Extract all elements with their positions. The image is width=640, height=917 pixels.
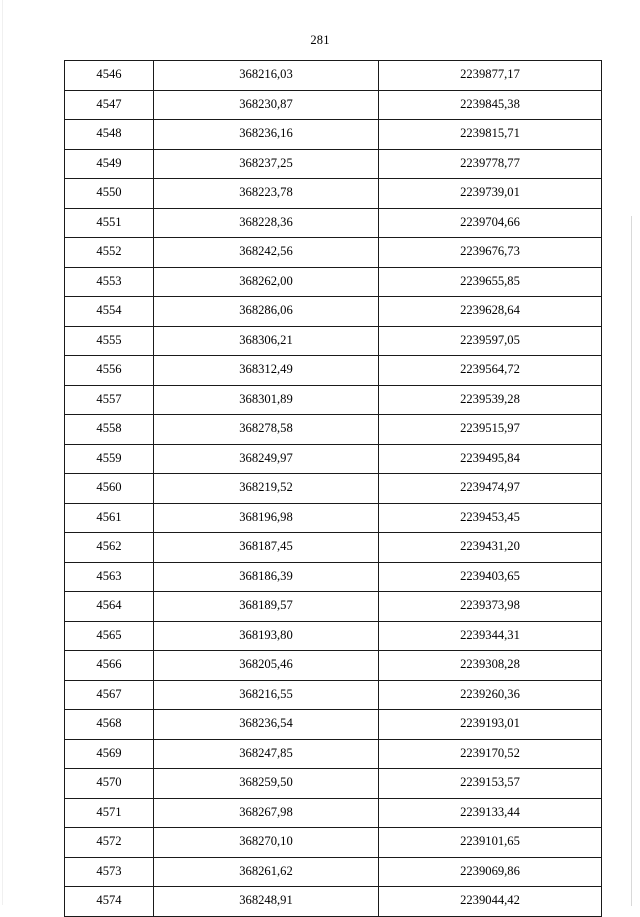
table-row xyxy=(65,208,602,238)
table-row xyxy=(65,710,602,740)
table-row xyxy=(65,356,602,386)
cell-coordinate-x: 368236,54 xyxy=(154,710,379,740)
cell-coordinate-x: 368187,45 xyxy=(154,533,379,563)
table-row xyxy=(65,798,602,828)
cell-coordinate-y: 2239474,97 xyxy=(379,474,602,504)
cell-coordinate-x: 368249,97 xyxy=(154,444,379,474)
table-row xyxy=(65,621,602,651)
cell-coordinate-x: 368278,58 xyxy=(154,415,379,445)
cell-coordinate-y: 2239655,85 xyxy=(379,267,602,297)
cell-coordinate-x: 368248,91 xyxy=(154,887,379,917)
table-row xyxy=(65,739,602,769)
cell-point-id: 4573 xyxy=(65,857,154,887)
cell-coordinate-y: 2239877,17 xyxy=(379,61,602,91)
cell-point-id: 4569 xyxy=(65,739,154,769)
table-row xyxy=(65,238,602,268)
table-row xyxy=(65,444,602,474)
cell-coordinate-x: 368306,21 xyxy=(154,326,379,356)
scan-artifact-left-edge xyxy=(2,0,3,905)
cell-coordinate-y: 2239676,73 xyxy=(379,238,602,268)
cell-point-id: 4554 xyxy=(65,297,154,327)
cell-coordinate-y: 2239815,71 xyxy=(379,120,602,150)
cell-coordinate-y: 2239193,01 xyxy=(379,710,602,740)
cell-point-id: 4566 xyxy=(65,651,154,681)
cell-coordinate-x: 368205,46 xyxy=(154,651,379,681)
cell-coordinate-y: 2239153,57 xyxy=(379,769,602,799)
cell-point-id: 4562 xyxy=(65,533,154,563)
table-row xyxy=(65,267,602,297)
cell-coordinate-x: 368196,98 xyxy=(154,503,379,533)
cell-coordinate-x: 368236,16 xyxy=(154,120,379,150)
cell-coordinate-x: 368216,03 xyxy=(154,61,379,91)
cell-point-id: 4564 xyxy=(65,592,154,622)
cell-coordinate-y: 2239453,45 xyxy=(379,503,602,533)
scan-artifact-right-edge xyxy=(631,216,632,906)
table-row xyxy=(65,533,602,563)
cell-coordinate-y: 2239539,28 xyxy=(379,385,602,415)
cell-coordinate-y: 2239778,77 xyxy=(379,149,602,179)
cell-point-id: 4549 xyxy=(65,149,154,179)
cell-point-id: 4550 xyxy=(65,179,154,209)
cell-point-id: 4571 xyxy=(65,798,154,828)
cell-coordinate-x: 368247,85 xyxy=(154,739,379,769)
cell-point-id: 4551 xyxy=(65,208,154,238)
cell-coordinate-y: 2239845,38 xyxy=(379,90,602,120)
cell-coordinate-y: 2239133,44 xyxy=(379,798,602,828)
table-row xyxy=(65,887,602,917)
cell-point-id: 4555 xyxy=(65,326,154,356)
cell-coordinate-x: 368237,25 xyxy=(154,149,379,179)
table-row xyxy=(65,680,602,710)
cell-coordinate-x: 368228,36 xyxy=(154,208,379,238)
cell-coordinate-x: 368267,98 xyxy=(154,798,379,828)
cell-point-id: 4546 xyxy=(65,61,154,91)
cell-coordinate-y: 2239403,65 xyxy=(379,562,602,592)
cell-coordinate-x: 368259,50 xyxy=(154,769,379,799)
cell-coordinate-y: 2239564,72 xyxy=(379,356,602,386)
cell-coordinate-x: 368286,06 xyxy=(154,297,379,327)
cell-coordinate-x: 368186,39 xyxy=(154,562,379,592)
cell-point-id: 4548 xyxy=(65,120,154,150)
cell-point-id: 4568 xyxy=(65,710,154,740)
cell-point-id: 4552 xyxy=(65,238,154,268)
coordinate-table-container xyxy=(64,60,576,917)
page-number: 281 xyxy=(310,33,330,47)
cell-coordinate-y: 2239308,28 xyxy=(379,651,602,681)
cell-coordinate-x: 368219,52 xyxy=(154,474,379,504)
cell-coordinate-y: 2239069,86 xyxy=(379,857,602,887)
cell-coordinate-y: 2239431,20 xyxy=(379,533,602,563)
cell-coordinate-x: 368301,89 xyxy=(154,385,379,415)
cell-coordinate-x: 368230,87 xyxy=(154,90,379,120)
table-row xyxy=(65,651,602,681)
table-row xyxy=(65,120,602,150)
cell-point-id: 4558 xyxy=(65,415,154,445)
table-row xyxy=(65,592,602,622)
cell-coordinate-y: 2239344,31 xyxy=(379,621,602,651)
table-row xyxy=(65,385,602,415)
cell-point-id: 4557 xyxy=(65,385,154,415)
table-row xyxy=(65,769,602,799)
cell-coordinate-x: 368189,57 xyxy=(154,592,379,622)
cell-coordinate-y: 2239704,66 xyxy=(379,208,602,238)
cell-point-id: 4574 xyxy=(65,887,154,917)
table-row xyxy=(65,326,602,356)
cell-coordinate-y: 2239101,65 xyxy=(379,828,602,858)
cell-point-id: 4563 xyxy=(65,562,154,592)
table-row xyxy=(65,562,602,592)
cell-coordinate-y: 2239373,98 xyxy=(379,592,602,622)
table-row xyxy=(65,90,602,120)
cell-coordinate-x: 368193,80 xyxy=(154,621,379,651)
cell-point-id: 4572 xyxy=(65,828,154,858)
table-row xyxy=(65,179,602,209)
table-row xyxy=(65,415,602,445)
cell-coordinate-y: 2239044,42 xyxy=(379,887,602,917)
coordinate-table-body xyxy=(65,61,602,917)
cell-coordinate-x: 368312,49 xyxy=(154,356,379,386)
cell-coordinate-x: 368270,10 xyxy=(154,828,379,858)
table-row xyxy=(65,828,602,858)
cell-point-id: 4547 xyxy=(65,90,154,120)
cell-point-id: 4561 xyxy=(65,503,154,533)
cell-point-id: 4567 xyxy=(65,680,154,710)
cell-point-id: 4556 xyxy=(65,356,154,386)
cell-coordinate-x: 368223,78 xyxy=(154,179,379,209)
cell-coordinate-y: 2239597,05 xyxy=(379,326,602,356)
cell-point-id: 4570 xyxy=(65,769,154,799)
cell-coordinate-x: 368262,00 xyxy=(154,267,379,297)
cell-point-id: 4559 xyxy=(65,444,154,474)
cell-point-id: 4565 xyxy=(65,621,154,651)
cell-coordinate-y: 2239495,84 xyxy=(379,444,602,474)
table-row xyxy=(65,297,602,327)
cell-coordinate-x: 368242,56 xyxy=(154,238,379,268)
cell-point-id: 4560 xyxy=(65,474,154,504)
cell-point-id: 4553 xyxy=(65,267,154,297)
table-row xyxy=(65,149,602,179)
table-row xyxy=(65,503,602,533)
cell-coordinate-y: 2239515,97 xyxy=(379,415,602,445)
cell-coordinate-y: 2239628,64 xyxy=(379,297,602,327)
cell-coordinate-y: 2239739,01 xyxy=(379,179,602,209)
coordinate-table xyxy=(64,60,602,917)
cell-coordinate-y: 2239170,52 xyxy=(379,739,602,769)
cell-coordinate-x: 368216,55 xyxy=(154,680,379,710)
table-row xyxy=(65,61,602,91)
table-row xyxy=(65,857,602,887)
cell-coordinate-y: 2239260,36 xyxy=(379,680,602,710)
cell-coordinate-x: 368261,62 xyxy=(154,857,379,887)
table-row xyxy=(65,474,602,504)
